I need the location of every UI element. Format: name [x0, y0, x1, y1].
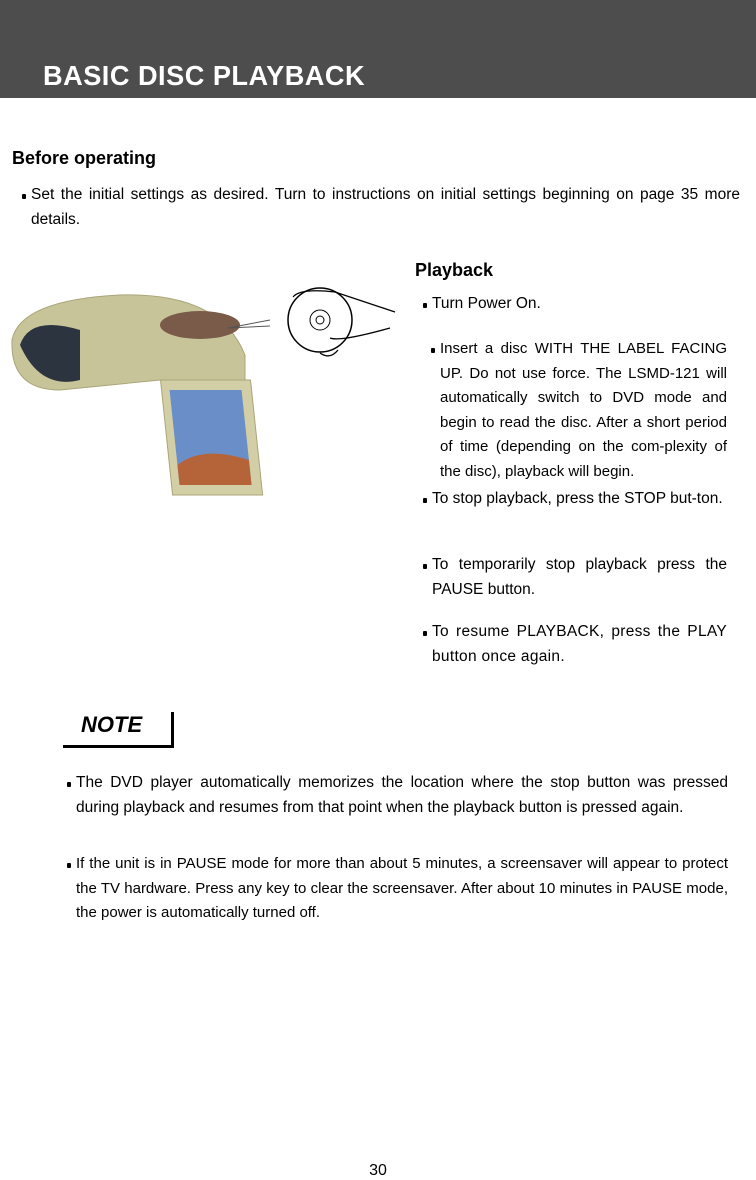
before-operating-item: [31, 183, 740, 232]
playback-item: [432, 553, 727, 602]
item-text: If the unit is in PAUSE mode for more than about 5 minutes, a screensaver will appear to protect the TV hardware. Press any key to clear the screensaver. After about 10 minutes in PAUSE mode, the power is automatically turned off.: [76, 855, 728, 921]
item-text: Set the initial settings as desired. Turn to instructions on initial settings beginning on page 35 more details.: [31, 186, 740, 228]
item-text: To resume PLAYBACK, press the PLAY button once again.: [432, 623, 727, 665]
playback-item: [432, 487, 727, 512]
item-text: The DVD player automatically memorizes the location where the stop button was pressed during playback and resumes from that point when the playback button is pressed again.: [76, 774, 728, 816]
note-item: [76, 852, 728, 926]
bullet-icon: [423, 564, 427, 569]
dvd-player-disc-insertion-illustration: [0, 280, 400, 520]
bullet-icon: [67, 863, 71, 868]
bullet-icon: [423, 631, 427, 636]
item-text: To stop playback, press the STOP but-ton.: [432, 490, 723, 507]
page-header: [0, 0, 756, 98]
note-item: [76, 771, 728, 820]
bullet-icon: [22, 194, 26, 199]
playback-item: [432, 292, 732, 317]
note-label: NOTE: [81, 712, 143, 737]
page-number: 30: [369, 1162, 387, 1179]
playback-heading: Playback: [415, 260, 494, 280]
bullet-icon: [423, 303, 427, 308]
page-title: BASIC DISC PLAYBACK: [43, 60, 366, 91]
item-text: Turn Power On.: [432, 295, 541, 312]
bullet-icon: [431, 348, 435, 353]
bullet-icon: [423, 498, 427, 503]
before-operating-heading: Before operating: [12, 148, 157, 168]
note-label-box: [63, 712, 174, 748]
item-text: Insert a disc WITH THE LABEL FACING UP. Do not use force. The LSMD-121 will automatically switch to DVD mode and begin to read the disc. After a short period of time (depending on the com-plexity of the disc), playback will begin.: [440, 340, 727, 480]
item-text: To temporarily stop playback press the PAUSE button.: [432, 556, 727, 598]
bullet-icon: [67, 782, 71, 787]
playback-item: [440, 337, 727, 484]
playback-item: [432, 620, 727, 669]
